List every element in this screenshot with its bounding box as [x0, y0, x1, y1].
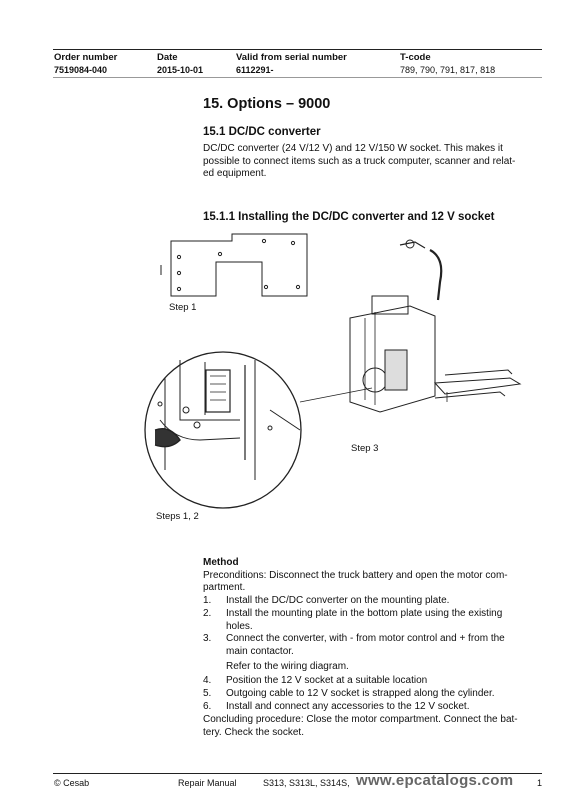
install-title: 15.1.1 Installing the DC/DC converter and 12 V socket — [203, 211, 495, 223]
order-number-value: 7519084-040 — [54, 65, 108, 75]
list-item: 3. Connect the converter, with - from motor control and + from the — [203, 633, 505, 645]
list-item-note: Refer to the wiring diagram. — [226, 660, 349, 672]
tcode-value: 789, 790, 791, 817, 818 — [400, 65, 496, 75]
detail-circle-drawing — [145, 352, 372, 508]
method-section: Method Preconditions: Disconnect the truck battery and open the motor com- partment. 1. Install the DC/DC converter on the mounting plate. 2. Install the mounting plate in the bottom plate using the existing holes. 3. Connect the converter, with - from motor control and + from the main contactor. Refer to the wiring diagram. 4. Position the 12 V socket at a suitable location 5. Outgoing cable to 12 V socket is strapped along the cylinder. 6. Install and connect any accessories to the 12 V socket. Concluding procedure: Close the motor compartment. Connect the bat- tery. Check the socket. — [203, 557, 543, 740]
date-label: Date — [157, 52, 178, 63]
truck-drawing — [350, 240, 520, 412]
page-number: 1 — [537, 778, 543, 788]
serial-value: 6112291- — [236, 65, 274, 75]
watermark: www.epcatalogs.com — [356, 772, 514, 789]
copyright: © Cesab — [54, 778, 90, 788]
steps12-caption: Steps 1, 2 — [156, 511, 199, 522]
intro-paragraph: DC/DC converter (24 V/12 V) and 12 V/150 W socket. This makes it possible to connect items such as a truck computer, scanner and relat- ed equipment. — [203, 143, 516, 180]
date-value: 2015-10-01 — [157, 65, 204, 75]
tcode-label: T-code — [400, 52, 431, 63]
subsection-title: 15.1 DC/DC converter — [203, 126, 321, 138]
step1-caption: Step 1 — [169, 302, 197, 313]
section-title: 15. Options – 9000 — [203, 96, 331, 112]
mounting-plate-drawing — [161, 234, 307, 296]
serial-label: Valid from serial number — [236, 52, 347, 63]
manual-name: Repair Manual — [178, 778, 237, 788]
method-title: Method — [203, 557, 239, 568]
list-item: 6. Install and connect any accessories to the 12 V socket. — [203, 700, 470, 712]
list-item: 5. Outgoing cable to 12 V socket is strapped along the cylinder. — [203, 688, 495, 700]
model-list: S313, S313L, S314S, — [263, 778, 350, 788]
list-item: 4. Position the 12 V socket at a suitable location — [203, 675, 428, 687]
order-number-label: Order number — [54, 52, 118, 63]
list-item: 1. Install the DC/DC converter on the mounting plate. — [203, 595, 450, 607]
step3-caption: Step 3 — [351, 443, 379, 454]
list-item: 2. Install the mounting plate in the bottom plate using the existing — [203, 607, 503, 619]
